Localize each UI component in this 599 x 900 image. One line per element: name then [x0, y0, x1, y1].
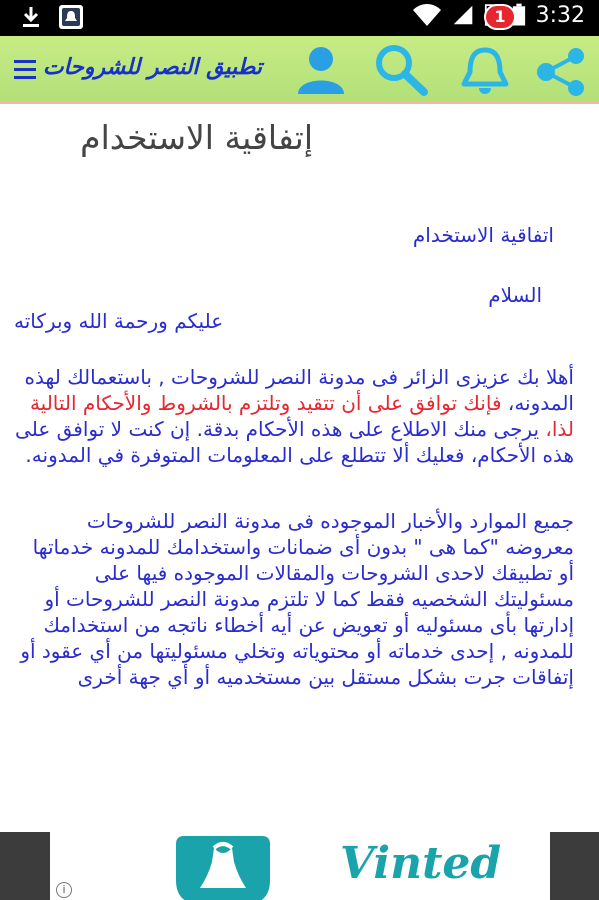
notification-icon	[58, 4, 84, 30]
app-bar	[0, 36, 599, 104]
ad-info-icon[interactable]: i	[56, 882, 72, 898]
user-icon[interactable]	[292, 44, 350, 96]
status-time: 3:32	[535, 2, 585, 28]
search-icon[interactable]	[372, 42, 430, 96]
wifi-icon	[412, 2, 442, 28]
bell-icon[interactable]	[452, 40, 518, 100]
ad-brand-name: Vinted	[340, 838, 502, 889]
page-title: إتفاقية الاستخدام	[80, 118, 313, 157]
paragraph-1-end: يرجى منك الاطلاع على هذه الأحكام بدقة. إن كنت لا توافق على هذه الأحكام، فعليك ألا تتطلع على المعلومات المتوفرة في المدونه.	[15, 417, 574, 467]
article-heading: اتفاقية الاستخدام	[412, 223, 554, 247]
paragraph-1-highlight: فإنك توافق على أن تتقيد وتلتزم بالشروط والأحكام التالية لذا،	[29, 391, 574, 441]
ad-banner[interactable]	[50, 832, 550, 900]
app-title: تطبيق النصر للشروحات	[42, 55, 262, 80]
menu-icon[interactable]	[12, 56, 38, 82]
vinted-logo-icon	[170, 834, 276, 900]
signal-icon	[452, 2, 474, 28]
paragraph-1-intro: أهلا بك عزيزى الزائر فى مدونة النصر للشروحات , باستعمالك لهذه المدونه،	[24, 365, 574, 415]
notification-badge: 1	[484, 4, 516, 30]
paragraph-1	[14, 364, 574, 468]
paragraph-2: جميع الموارد والأخبار الموجوده فى مدونة النصر للشروحات معروضه "كما هى " بدون أى ضمانات واستخدامك للمدونه خدماتها أو تطبيقك لاحدى الشروحات والمقالات الموجوده فيها على مسئوليتك الشخصيه فقط كما لا تلتزم مدونة النصر للشروحات أو إدارتها بأى مسئوليه أو تعويض عن أيه أخطاء ناتجه من استخدامك للمدونه , إحدى خدماته أو محتوياته وتخلي مسئوليتها من أي عقود أو إتفاقات جرت بشكل مستقل بين مستخدميه أو أي جهة أخرى	[20, 509, 574, 689]
article-body	[14, 222, 574, 690]
greeting-line-2: عليكم ورحمة الله وبركاته	[14, 309, 224, 333]
share-icon[interactable]	[534, 46, 590, 98]
download-icon	[18, 4, 44, 30]
greeting-line-1: السلام	[488, 283, 542, 307]
